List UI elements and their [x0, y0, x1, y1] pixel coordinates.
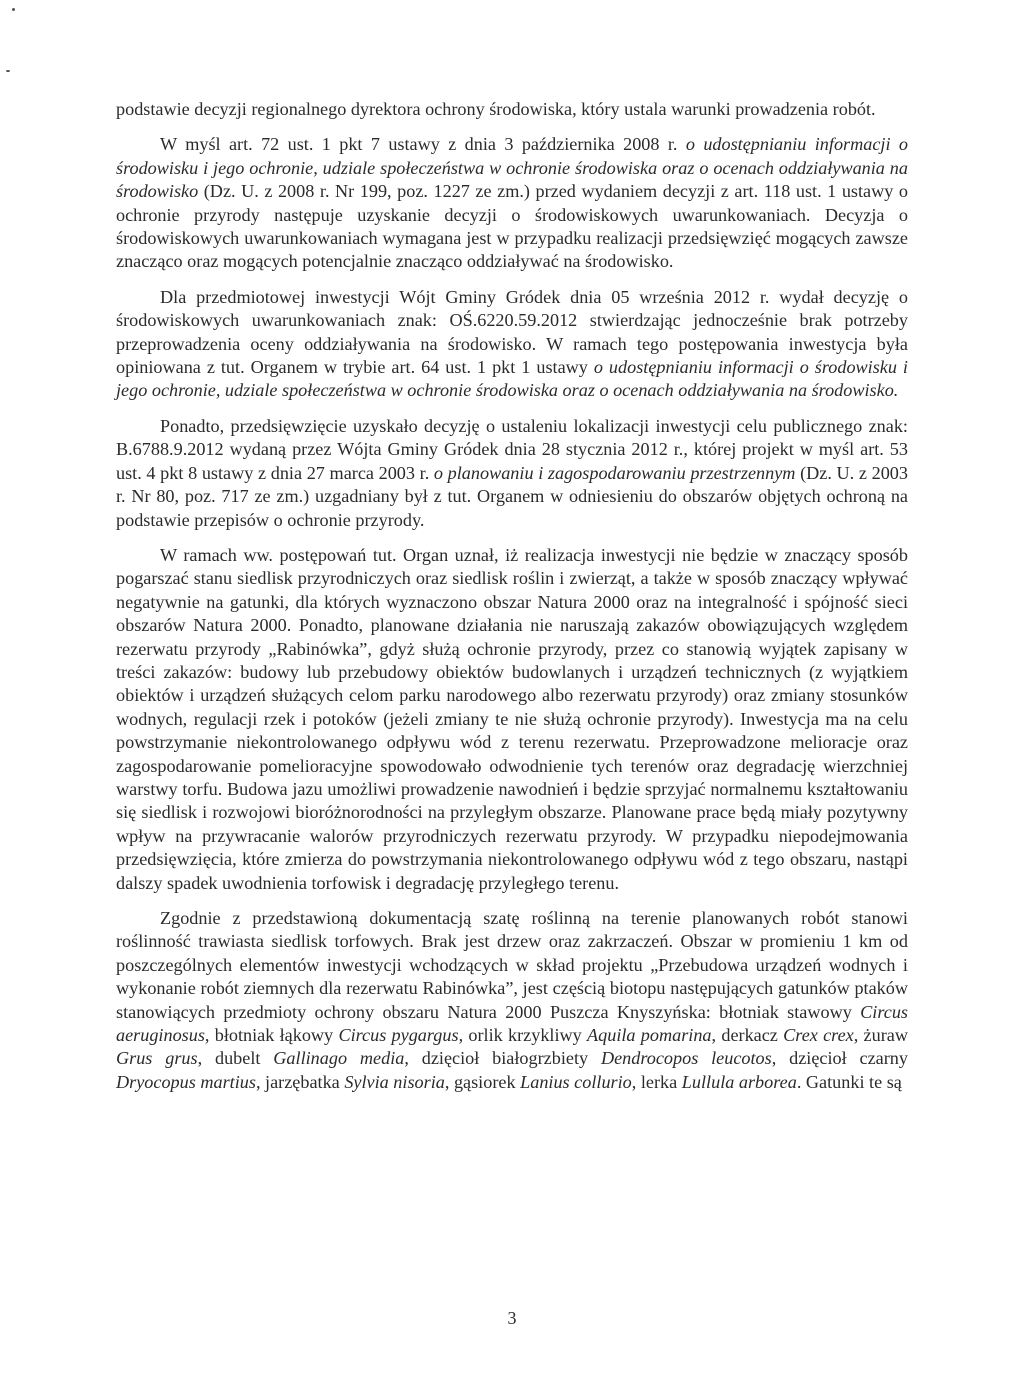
- text-run: , żuraw: [853, 1025, 908, 1046]
- text-run: podstawie decyzji regionalnego dyrektora ochrony środowiska, który ustala warunki prowadzenia robót.: [116, 99, 876, 119]
- text-run: (Dz. U. z 2008 r. Nr 199, poz. 1227 ze zm.) przed wydaniem decyzji z art. 118 ust. 1 ustawy o ochronie przyrody następuje uzyskanie decyzji o środowiskowych uwarunkowaniach. Decyzja o środowiskowych uwarunkowaniach wymagana jest w przypadku realizacji przedsięwzięć mogących zawsze znacząco oraz mogących potencjalnie znacząco oddziaływać na środowisko.: [116, 181, 908, 272]
- paragraph-1: [116, 98, 908, 121]
- italic-run: Lullula arborea: [681, 1071, 797, 1092]
- paragraph-5: [116, 544, 908, 895]
- text-run: . Gatunki te są: [796, 1071, 902, 1092]
- text-run: , orlik krzykliwy: [458, 1025, 588, 1046]
- italic-run: Aquila pomarina: [587, 1025, 712, 1046]
- italic-run: Grus grus: [116, 1048, 198, 1069]
- text-run: , dubelt: [197, 1048, 274, 1069]
- text-run: , derkacz: [711, 1025, 784, 1046]
- text-run: Ponadto, przedsięwzięcie uzyskało decyzję o ustaleniu lokalizacji inwestycji celu publicznego znak: B.6788.9.2012 wydaną przez Wójta Gminy Gródek dnia 28 stycznia 2012 r., której projekt w myśl art. 53 ust. 4 pkt 8 ustawy z dnia 27 marca 2003 r.: [116, 415, 908, 483]
- paragraph-4: [116, 415, 908, 532]
- page-number: 3: [507, 1308, 517, 1328]
- document-page: [116, 98, 908, 1106]
- text-run: W ramach ww. postępowań tut. Organ uznał, iż realizacja inwestycji nie będzie w znaczący sposób pogarszać stanu siedlisk przyrodniczych oraz siedlisk roślin i zwierząt, a także w sposób znaczący wpływać negatywnie na gatunki, dla których wyznaczono obszar Natura 2000 oraz na integralność i spójność sieci obszarów Natura 2000. Ponadto, planowane działania nie naruszają zakazów obowiązujących względem rezerwatu przyrody „Rabinówka”, gdyż służą ochronie przyrody, przez co stanowią wyjątek zapisany w treści zakazów: budowy lub przebudowy obiektów budowlanych i urządzeń technicznych (z wyjątkiem obiektów i urządzeń służących celom parku narodowego albo rezerwatu przyrody) oraz zmiany stosunków wodnych, regulacji rzek i potoków (jeżeli zmiany te nie służą ochronie przyrody). Inwestycja ma na celu powstrzymanie niekontrolowanego odpływu wód z terenu rezerwatu. Przeprowadzone melioracje oraz zagospodarowanie pomelioracyjne spowodowało odwodnienie tych terenów oraz degradację wierzchniej warstwy torfu. Budowa jazu umożliwi prowadzenie nawodnień i będzie sprzyjać normalnemu kształtowaniu się siedlisk i rozwojowi bioróżnorodności na przyległym obszarze. Planowane prace będą miały pozytywny wpływ na przywracanie walorów przyrodniczych rezerwatu przyrody. W przypadku niepodejmowania przedsięwzięcia, które zmierza do powstrzymania niekontrolowanego odpływu wód z tego obszaru, nastąpi dalszy spadek uwodnienia torfowisk i degradację przyległego terenu.: [116, 544, 908, 893]
- text-run: , błotniak łąkowy: [204, 1025, 339, 1046]
- italic-run: Dendrocopos leucotos: [600, 1048, 772, 1069]
- scan-speck: [6, 70, 10, 72]
- italic-run: Circus aeruginosus: [116, 1001, 908, 1046]
- text-run: , dzięcioł białogrzbiety: [404, 1048, 601, 1069]
- italic-run: o udostępnianiu informacji o środowisku i jego ochronie, udziale społeczeństwa w ochronie środowiska oraz o ocenach oddziaływania na środowisko.: [116, 357, 908, 401]
- text-run: (Dz. U. z 2003 r. Nr 80, poz. 717 ze zm.) uzgadniany był z tut. Organem w odniesieniu do obszarów objętych ochroną na podstawie przepisów o ochronie przyrody.: [116, 462, 908, 530]
- text-run: , jarzębatka: [255, 1071, 345, 1092]
- text-run: W myśl art. 72 ust. 1 pkt 7 ustawy z dnia 3 października 2008 r.: [160, 134, 686, 155]
- italic-run: Dryocopus martius: [116, 1071, 256, 1092]
- italic-run: Sylvia nisoria: [344, 1071, 445, 1092]
- paragraph-2: [116, 133, 908, 273]
- text-run: , lerka: [631, 1071, 682, 1092]
- paragraph-3: [116, 286, 908, 403]
- italic-run: Circus pygargus: [338, 1025, 459, 1046]
- text-run: , gąsiorek: [444, 1071, 521, 1092]
- italic-run: o planowaniu i zagospodarowaniu przestrzennym: [433, 462, 796, 483]
- text-run: Dla przedmiotowej inwestycji Wójt Gminy Gródek dnia 05 września 2012 r. wydał decyzję o środowiskowych uwarunkowaniach znak: OŚ.6220.59.2012 stwierdzając jednocześnie brak potrzeby przeprowadzenia oceny oddziaływania na środowisko. W ramach tego postępowania inwestycja była opiniowana z tut. Organem w trybie art. 64 ust. 1 pkt 1 ustawy: [116, 286, 908, 378]
- text-run: , dzięcioł czarny: [771, 1048, 908, 1069]
- text-run: Zgodnie z przedstawioną dokumentacją szatę roślinną na terenie planowanych robót stanowi roślinność trawiasta siedlisk torfowych. Brak jest drzew oraz zakrzaczeń. Obszar w promieniu 1 km od poszczególnych elementów inwestycji wchodzących w skład projektu „Przebudowa urządzeń wodnych i wykonanie robót ziemnych dla rezerwatu Rabinówka”, jest częścią biotopu następujących gatunków ptaków stanowiących przedmioty ochrony obszaru Natura 2000 Puszcza Knyszyńska: błotniak stawowy: [116, 908, 908, 1022]
- paragraph-6: [116, 907, 908, 1094]
- italic-run: Lanius collurio: [520, 1071, 632, 1092]
- italic-run: Gallinago media: [273, 1048, 405, 1069]
- italic-run: Crex crex: [783, 1025, 854, 1046]
- scan-speck: [12, 8, 15, 11]
- italic-run: o udostępnianiu informacji o środowisku i jego ochronie, udziale społeczeństwa w ochronie środowiska oraz o ocenach oddziaływania na środowisko: [116, 134, 908, 202]
